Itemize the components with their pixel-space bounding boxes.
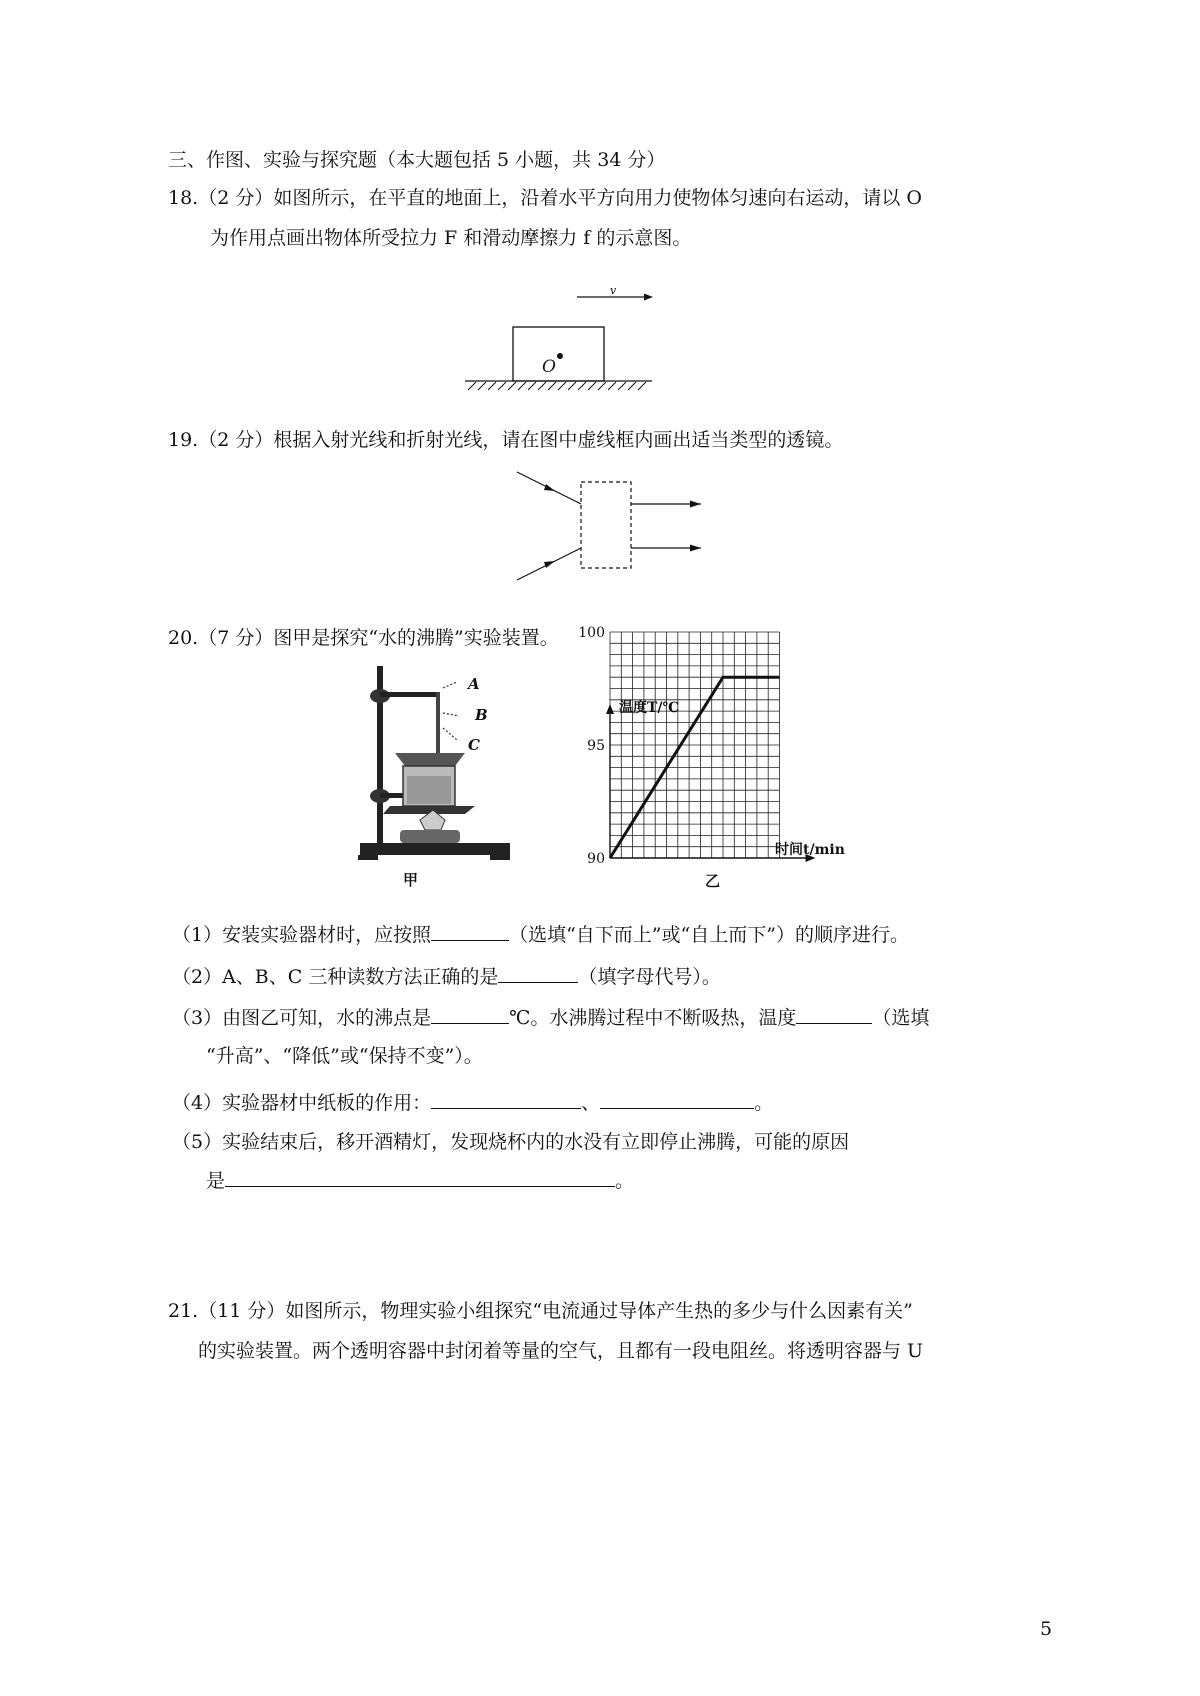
chart-x-axis-label: 时间t/min — [775, 842, 845, 858]
figure-jia-caption: 甲 — [403, 871, 419, 889]
q20-sub4-blank2[interactable] — [600, 1088, 754, 1109]
q20-sub2-blank[interactable] — [498, 962, 578, 983]
q20-sub4-before: （4）实验器材中纸板的作用： — [172, 1092, 432, 1114]
q20-sub4-mid: 、 — [581, 1092, 601, 1114]
q18-figure — [460, 282, 660, 397]
q20-sub5-before: 是 — [206, 1170, 226, 1192]
velocity-label: v — [610, 284, 617, 297]
q20-sub1 — [172, 920, 909, 947]
section-title: 三、作图、实验与探究题（本大题包括 5 小题，共 34 分） — [168, 149, 666, 171]
q20-sub4 — [172, 1088, 773, 1115]
q20-line1: 20.（7 分）图甲是探究“水的沸腾”实验装置。 — [168, 627, 559, 649]
q20-sub2 — [172, 962, 721, 989]
chart-ticks — [578, 625, 605, 867]
chart-axes — [606, 704, 816, 862]
y-tick-label: 100 — [578, 625, 605, 641]
q20-sub1-blank[interactable] — [431, 920, 509, 941]
q21-line1: 21.（11 分）如图所示，物理实验小组探究“电流通过导体产生热的多少与什么因素有关” — [168, 1300, 913, 1322]
q20-sub3-mid: ℃。水沸腾过程中不断吸热，温度 — [509, 1007, 797, 1029]
q18-line1: 18.（2 分）如图所示，在平直的地面上，沿着水平方向用力使物体匀速向右运动，请以 O — [168, 187, 922, 209]
q18-line2: 为作用点画出物体所受拉力 F 和滑动摩擦力 f 的示意图。 — [210, 227, 692, 249]
label-b: B — [475, 706, 488, 724]
q20-sub1-before: （1）安装实验器材时，应按照 — [172, 924, 432, 946]
label-c: C — [468, 736, 480, 754]
y-axis-arrow — [606, 704, 614, 714]
q20-sub5-blank[interactable] — [225, 1166, 615, 1187]
q19-line1: 19.（2 分）根据入射光线和折射光线，请在图中虚线框内画出适当类型的透镜。 — [168, 429, 844, 451]
q21-line2: 的实验装置。两个透明容器中封闭着等量的空气，且都有一段电阻丝。将透明容器与 U — [198, 1340, 924, 1362]
y-tick-label: 95 — [587, 738, 605, 754]
figure-yi-caption: 乙 — [705, 872, 721, 890]
temperature-time-chart — [575, 625, 875, 900]
q20-sub3-blank2[interactable] — [796, 1003, 872, 1024]
q20-sub3-blank1[interactable] — [431, 1003, 509, 1024]
q20-sub3-before: （3）由图乙可知，水的沸点是 — [172, 1007, 432, 1029]
page-number: 5 — [1040, 1618, 1053, 1640]
q20-sub5-after: 。 — [615, 1170, 635, 1192]
q20-sub5-line2 — [206, 1166, 634, 1193]
point-o-label: O — [542, 357, 556, 377]
q19-figure — [515, 470, 705, 590]
chart-y-axis-label: 温度T/℃ — [619, 700, 680, 716]
q20-sub5-line1: （5）实验结束后，移开酒精灯，发现烧杯内的水没有立即停止沸腾，可能的原因 — [172, 1131, 850, 1153]
q20-sub3-after: （选填 — [872, 1007, 930, 1029]
q20-sub3-line2: “升高”、“降低”或“保持不变”）。 — [206, 1045, 483, 1067]
q20-sub2-before: （2）A、B、C 三种读数方法正确的是 — [172, 966, 499, 988]
q20-sub1-after: （选填“自下而上”或“自上而下”）的顺序进行。 — [509, 924, 909, 946]
lens-dashed-box — [581, 482, 631, 568]
q20-sub2-after: （填字母代号）。 — [578, 966, 721, 988]
label-a: A — [468, 675, 480, 693]
boiling-apparatus-figure — [355, 658, 515, 893]
q20-sub4-blank1[interactable] — [431, 1088, 581, 1109]
q20-sub4-after: 。 — [754, 1092, 774, 1114]
y-tick-label: 90 — [587, 851, 605, 867]
action-point-o — [557, 353, 563, 359]
q20-sub3 — [172, 1003, 929, 1030]
chart-grid — [610, 632, 780, 858]
